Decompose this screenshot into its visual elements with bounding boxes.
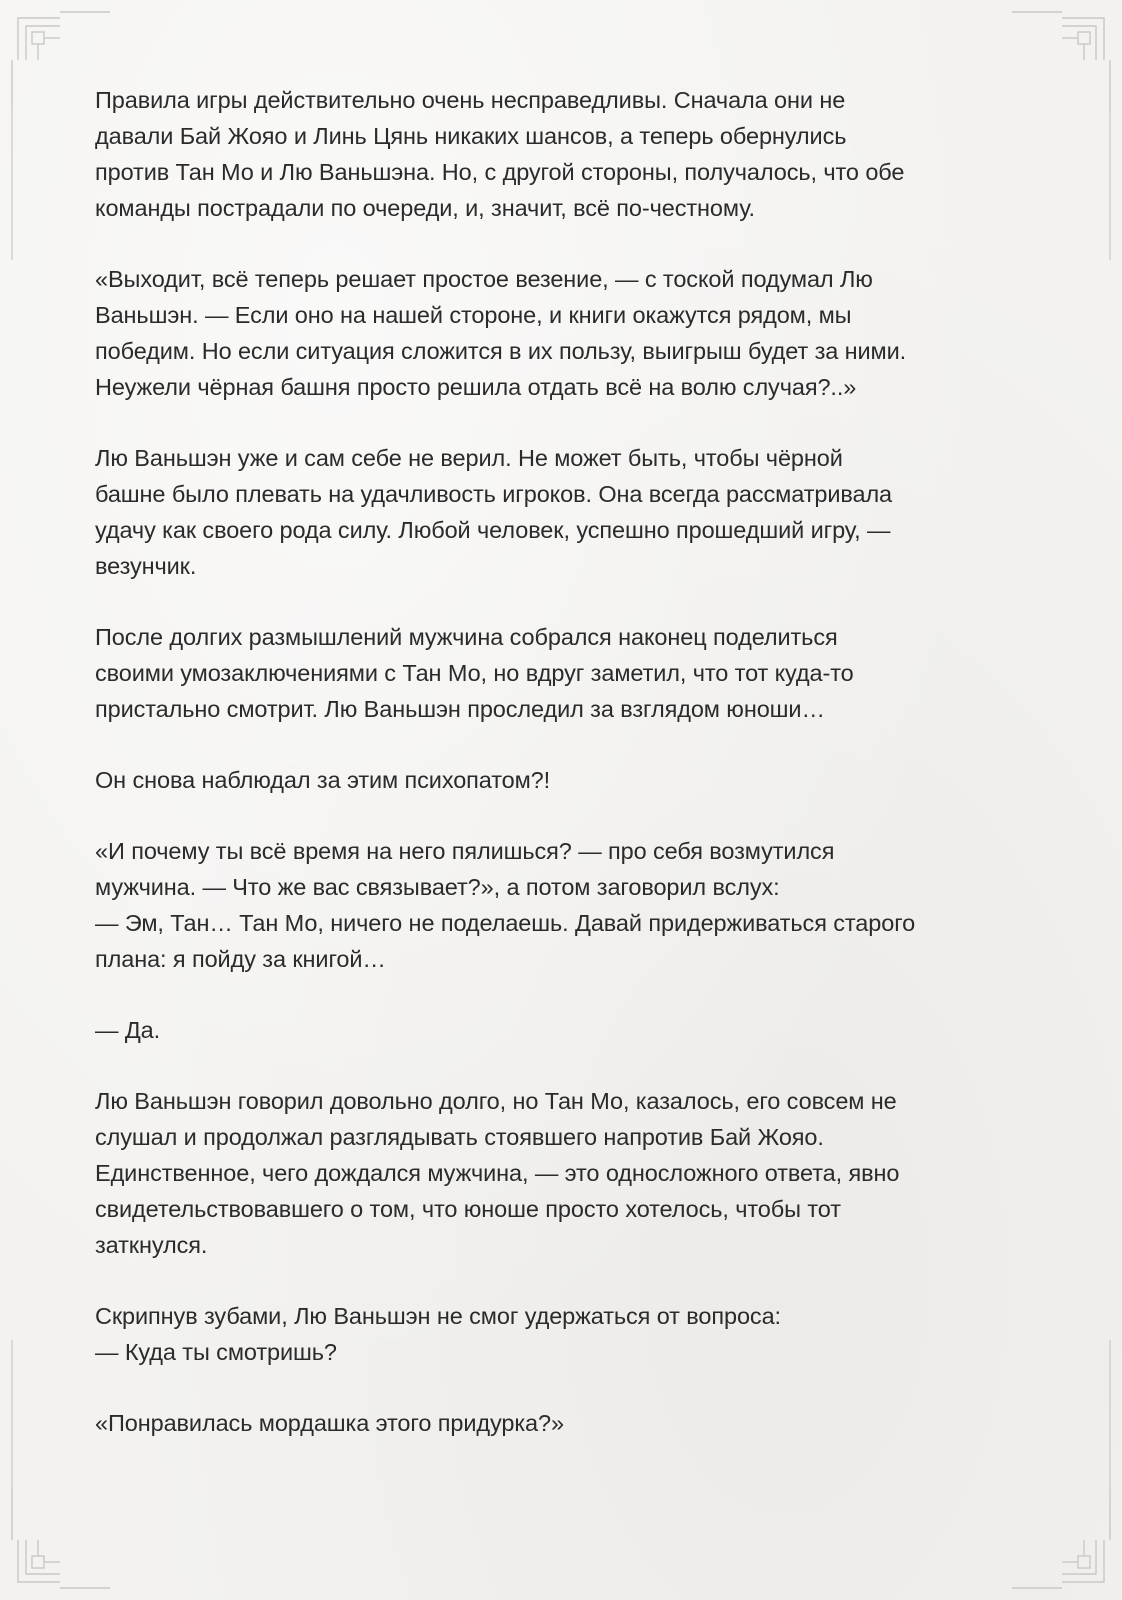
- text-line: Правила игры действительно очень несправедливы. Сначала они не: [95, 87, 846, 113]
- text-line: заткнулся.: [95, 1232, 208, 1258]
- paragraph: [95, 261, 1035, 405]
- text-line: мужчина. — Что же вас связывает?», а потом заговорил вслух:: [95, 874, 780, 900]
- text-line: Лю Ваньшэн уже и сам себе не верил. Не может быть, чтобы чёрной: [95, 445, 843, 471]
- text-line: Ваньшэн. — Если оно на нашей стороне, и книги окажутся рядом, мы: [95, 302, 852, 328]
- text-line: Неужели чёрная башня просто решила отдать всё на волю случая?..»: [95, 374, 857, 400]
- paragraph: [95, 1083, 1035, 1263]
- text-line: Скрипнув зубами, Лю Ваньшэн не смог удержаться от вопроса:: [95, 1303, 781, 1329]
- paragraph: [95, 1012, 1035, 1048]
- text-line: давали Бай Жояо и Линь Цянь никаких шансов, а теперь обернулись: [95, 123, 847, 149]
- text-line: Единственное, чего дождался мужчина, — это односложного ответа, явно: [95, 1160, 900, 1186]
- paragraph: [95, 833, 1035, 977]
- text-line: «Понравилась мордашка этого придурка?»: [95, 1410, 564, 1436]
- text-line: — Куда ты смотришь?: [95, 1339, 337, 1365]
- text-line: слушал и продолжал разглядывать стоявшего напротив Бай Жояо.: [95, 1124, 824, 1150]
- paragraph: [95, 762, 1035, 798]
- paragraph: [95, 1405, 1035, 1441]
- text-line: победим. Но если ситуация сложится в их пользу, выигрыш будет за ними.: [95, 338, 907, 364]
- text-line: удачу как своего рода силу. Любой человек, успешно прошедший игру, —: [95, 517, 891, 543]
- corner-ornament-bottom-right: [1012, 1490, 1110, 1588]
- text-line: «Выходит, всё теперь решает простое везение, — с тоской подумал Лю: [95, 266, 873, 292]
- text-line: Лю Ваньшэн говорил довольно долго, но Тан Мо, казалось, его совсем не: [95, 1088, 897, 1114]
- text-line: команды пострадали по очереди, и, значит, всё по-честному.: [95, 195, 755, 221]
- text-line: своими умозаключениями с Тан Мо, но вдруг заметил, что тот куда-то: [95, 660, 854, 686]
- text-line: башне было плевать на удачливость игроков. Она всегда рассматривала: [95, 481, 893, 507]
- paragraph: [95, 619, 1035, 727]
- body-text: [95, 82, 1035, 1476]
- paragraph: [95, 440, 1035, 584]
- text-line: свидетельствовавшего о том, что юноше просто хотелось, чтобы тот: [95, 1196, 841, 1222]
- text-line: — Да.: [95, 1017, 161, 1043]
- text-line: пристально смотрит. Лю Ваньшэн проследил за взглядом юноши…: [95, 696, 825, 722]
- text-line: После долгих размышлений мужчина собрался наконец поделиться: [95, 624, 838, 650]
- text-line: против Тан Мо и Лю Ваньшэна. Но, с другой стороны, получалось, что обе: [95, 159, 905, 185]
- text-line: — Эм, Тан… Тан Мо, ничего не поделаешь. Давай придерживаться старого: [95, 910, 916, 936]
- text-line: «И почему ты всё время на него пялишься? — про себя возмутился: [95, 838, 835, 864]
- text-line: Он снова наблюдал за этим психопатом?!: [95, 767, 551, 793]
- text-line: плана: я пойду за книгой…: [95, 946, 386, 972]
- paragraph: [95, 1298, 1035, 1370]
- paragraph: [95, 82, 1035, 226]
- corner-ornament-bottom-left: [12, 1490, 110, 1588]
- text-line: везунчик.: [95, 553, 197, 579]
